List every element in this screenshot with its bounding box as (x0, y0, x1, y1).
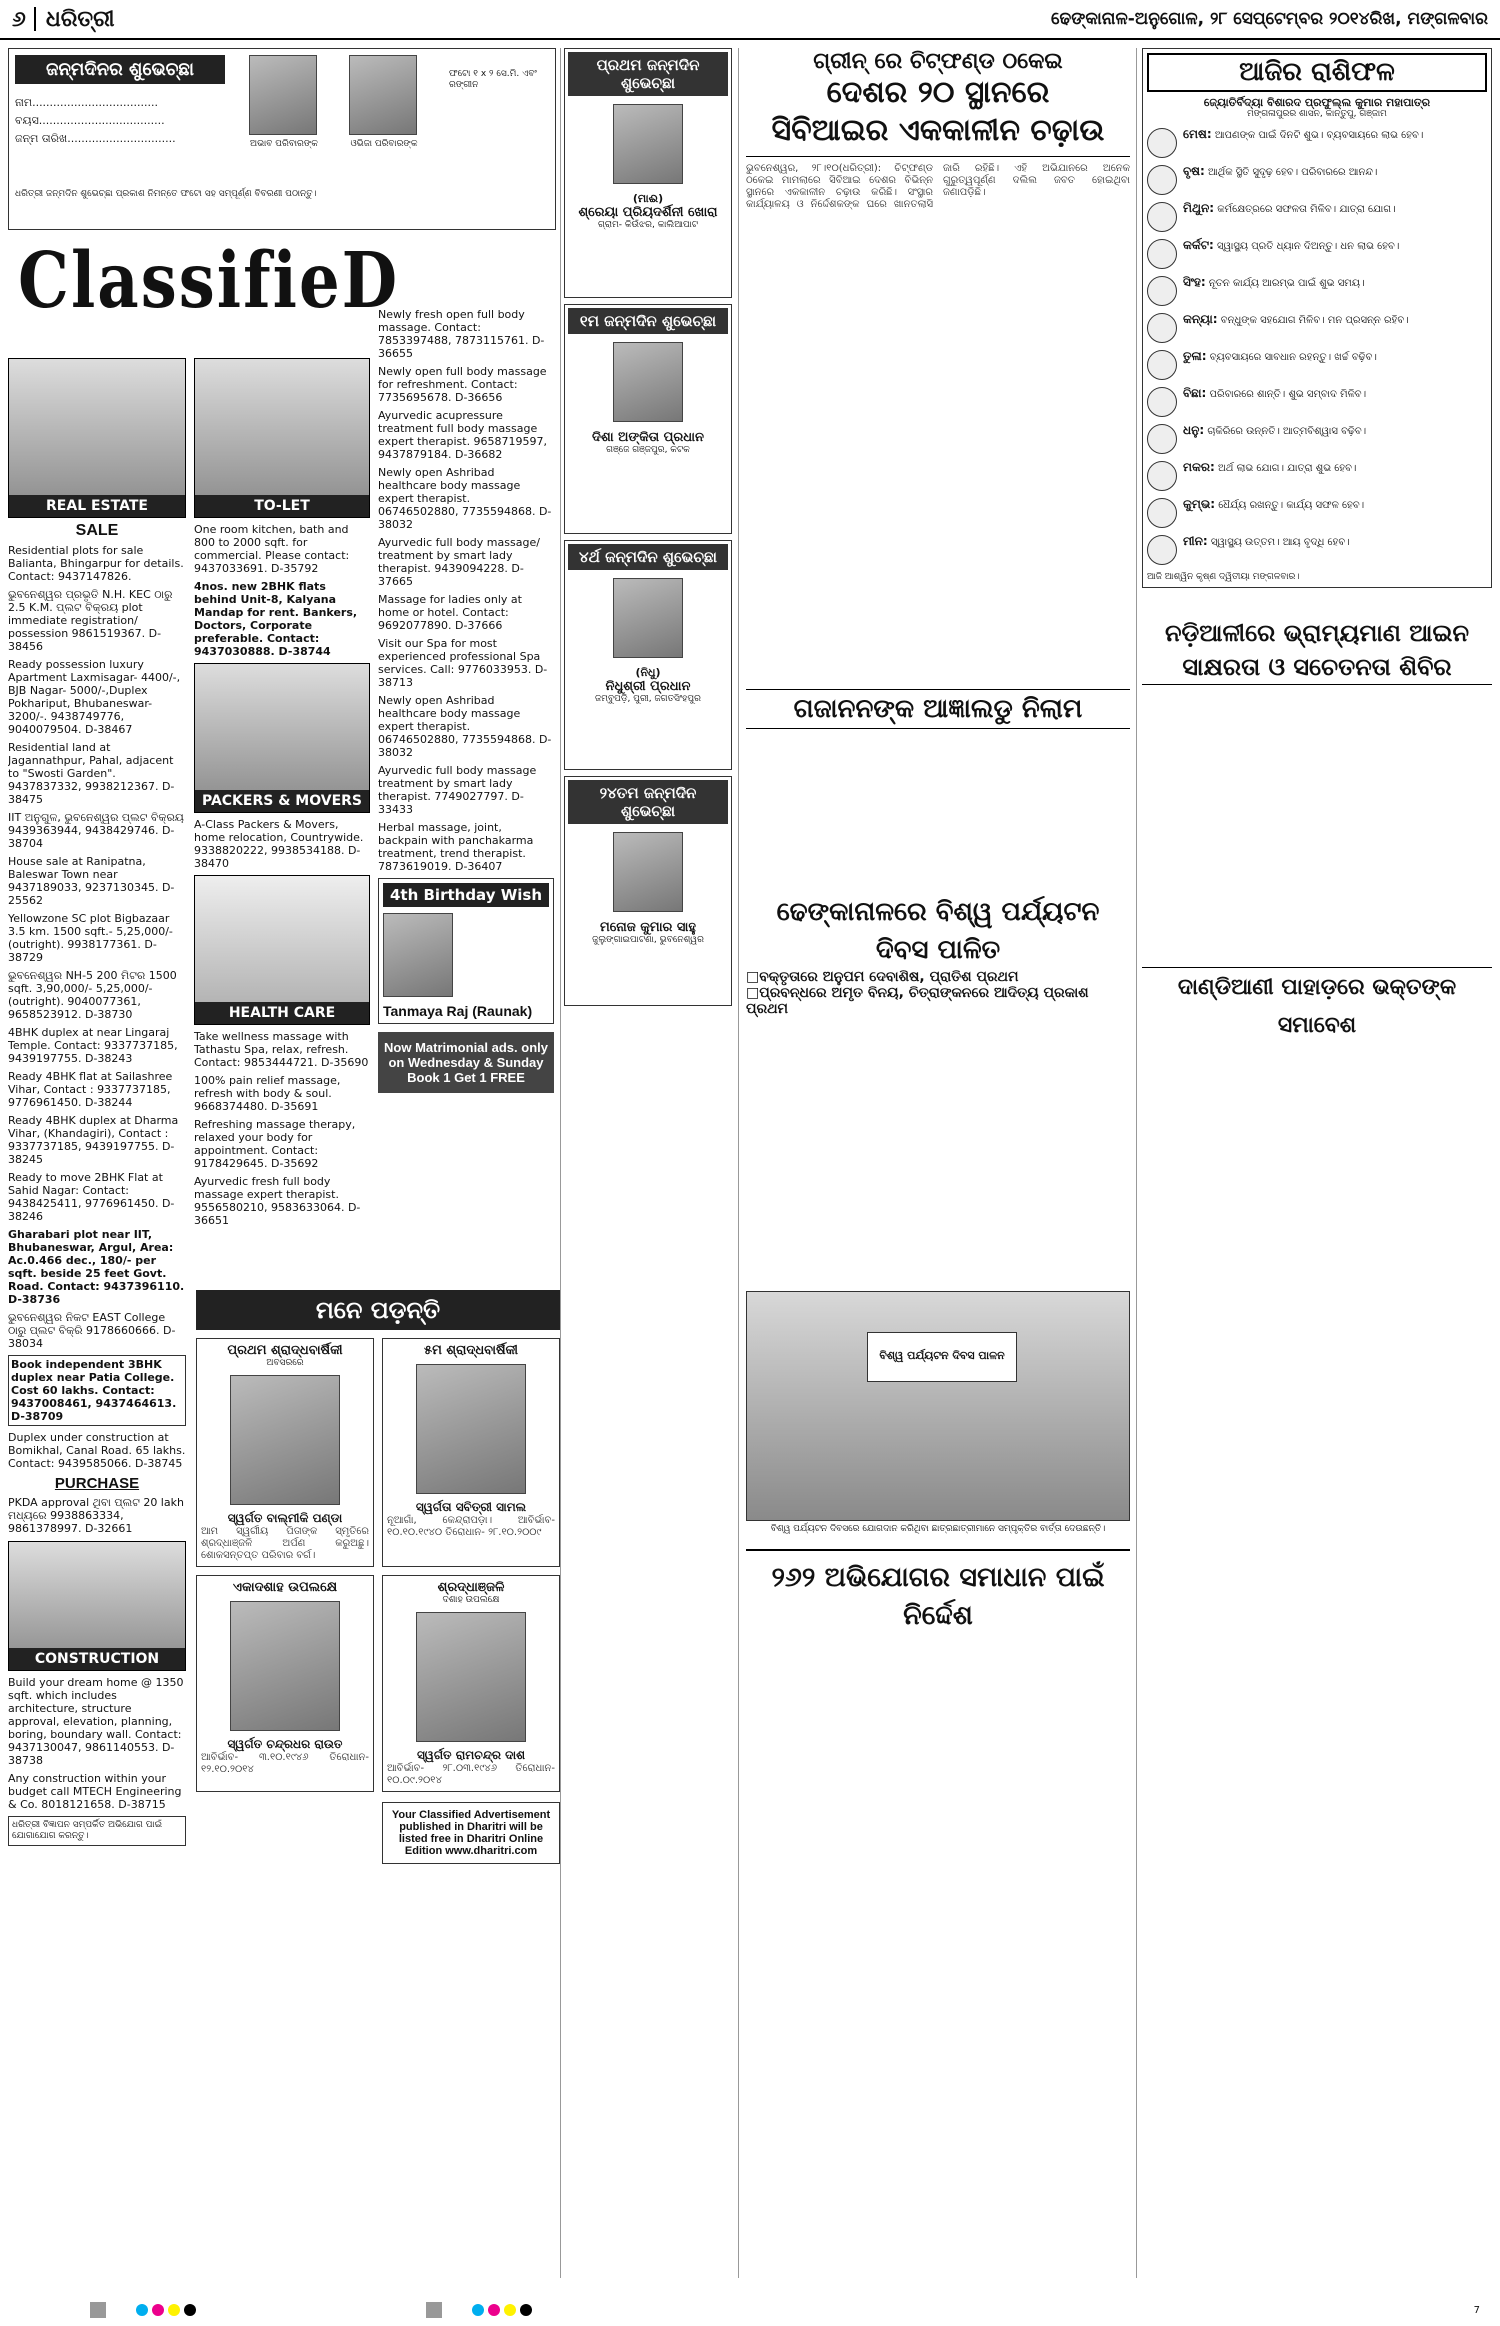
wish-place: ଜମ୍ବୁପଡ଼ି, ପୁରୀ, ଜଗତସିଂହପୁର (595, 694, 701, 704)
rashi-name: କର୍କଟ: (1183, 238, 1214, 252)
packers-label: PACKERS & MOVERS (195, 790, 369, 812)
memorial-row (196, 1338, 560, 1567)
article-tourism-body (746, 1021, 1130, 1291)
list-item: Gharabari plot near IIT, Bhubaneswar, Argul, Area: Ac.0.466 dec., 180/- per sqft. beside 25 feet Govt. Road. Contact: 9437396110. D-38736 (8, 1228, 185, 1306)
memorial-sub: ଦଶାହ ଉପଲକ୍ଷେ (442, 1595, 500, 1605)
cmyk-dots (472, 2304, 532, 2316)
zodiac-icon (1147, 313, 1177, 343)
subhead-essay: □ପ୍ରବନ୍ଧରେ ଅମୃତ ବିନୟ, ଚିତ୍ରାଙ୍କନରେ ଆଦିତ୍ୟ ପ୍ରକାଶ ପ୍ରଥମ (746, 985, 1089, 1017)
list-item: House sale at Ranipatna, Baleswar Town near 9437189033, 9237130345. D-25562 (8, 855, 175, 907)
list-item: Ayurvedic acupressure treatment full body massage expert therapist. 9658719597, 9437879184. D-36682 (378, 409, 548, 461)
list-item: Newly fresh open full body massage. Contact: 7853397488, 7873115761. D-36655 (378, 308, 545, 360)
wish-place: ଜୁଲୁଙ୍ଗାଇପାଟଣା, ଭୁବନେଶ୍ୱର (592, 935, 704, 945)
wish-photo (613, 578, 683, 658)
classified-logo: ClassifieD (18, 236, 400, 326)
zodiac-icon (1147, 128, 1177, 158)
cyan-dot (472, 2304, 484, 2316)
sale-heading: SALE (75, 522, 119, 539)
memorial-row (196, 1575, 560, 1792)
photo-banner: ବିଶ୍ୱ ପର୍ଯ୍ୟଟନ ଦିବସ ପାଳନ (867, 1332, 1017, 1382)
list-item: PKDA approval ଥିବା ପ୍ଲଟ 20 lakh ମଧ୍ୟରେ 9938863334, 9861378997. D-32661 (8, 1496, 184, 1535)
subhead-speech: □ବକ୍ତୃତାରେ ଅନୁପମ ଦେବାଶିଷ, ପ୍ରାତିଶ ପ୍ରଥମ (746, 969, 1019, 985)
health-care-label: HEALTH CARE (195, 1002, 369, 1024)
magenta-dot (152, 2304, 164, 2316)
list-item: 4BHK duplex at near Lingaraj Temple. Contact: 9337737185, 9439197755. D-38243 (8, 1026, 178, 1065)
rashi-name: ମୀନ: (1183, 534, 1208, 548)
rashi-prediction: ଚାକିରିରେ ଉନ୍ନତି। ଆତ୍ମବିଶ୍ୱାସ ବଢ଼ିବ। (1207, 426, 1367, 437)
wishes-column (564, 48, 732, 2278)
memorial-card (382, 1575, 560, 1792)
to-let-label: TO-LET (195, 495, 369, 517)
rashi-item (1147, 424, 1487, 454)
rashi-name: ମିଥୁନ: (1183, 201, 1215, 215)
headline-cbi-line2: ଦେଶର ୨୦ ସ୍ଥାନରେ (826, 75, 1050, 110)
health-care-image (194, 875, 370, 1025)
dateline: ଢେଙ୍କାନାଳ-ଅନୁଗୋଳ, ୨୮ ସେପ୍ଟେମ୍ବର ୨୦୧୪ରିଖ, ମଙ୍ଗଳବାର (1051, 9, 1488, 29)
wish-card (564, 776, 732, 1006)
sample-photo-1 (249, 55, 317, 135)
rashi-item (1147, 276, 1487, 306)
footer-page-number: 7 (1473, 2304, 1480, 2316)
list-item: Residential plots for sale Balianta, Bhingarpur for details. Contact: 9437147826. (8, 544, 184, 583)
black-dot (520, 2304, 532, 2316)
rashi-prediction: ସ୍ୱାସ୍ଥ୍ୟ ପ୍ରତି ଧ୍ୟାନ ଦିଅନ୍ତୁ। ଧନ ଲାଭ ହେବ। (1217, 241, 1400, 252)
cyan-dot (136, 2304, 148, 2316)
rashifal-list (1147, 128, 1487, 565)
memorial-card (196, 1575, 374, 1792)
memorial-name: ସ୍ୱର୍ଗତ ରାମଚନ୍ଦ୍ର ଦାଶ (416, 1748, 526, 1762)
list-item: ଭୁବନେଶ୍ୱର ପ୍ରଭୃତି N.H. KEC ଠାରୁ 2.5 K.M. ପ୍ଲଟ ବିକ୍ରୟ plot immediate registration/ possession 9861519367. D-38456 (8, 588, 173, 653)
rashi-text (1183, 387, 1366, 417)
rashi-text (1183, 461, 1356, 491)
birthday-wish-4th-title: 4th Birthday Wish (383, 883, 549, 907)
rashi-name: କନ୍ୟା: (1183, 312, 1218, 326)
list-item: Ready to move 2BHK Flat at Sahid Nagar: Contact: 9438425411, 9776961450. D-38246 (8, 1171, 175, 1223)
rashi-item (1147, 313, 1487, 343)
article-body: ଭୁବନେଶ୍ୱର, ୨୮।୧୦(ଧରିତ୍ରୀ): ଚିଟ୍‌ଫଣ୍ଡ ଠକେଇ ମାମଲାରେ ସିବିଆଇ ଦେଶର ବିଭିନ୍ନ ସ୍ଥାନରେ ଏକକାଳୀନ ଚଢ଼ାଉ କରିଛି। ସଂସ୍ଥାର କାର୍ଯ୍ୟାଳୟ ଓ ନିର୍ଦ୍ଦେଶକଙ୍କ ଘରେ ଖାନତଲାସି ଜାରି ରହିଛି। ଏହି ଅଭିଯାନରେ ଅନେକ ଗୁରୁତ୍ୱପୂର୍ଣ୍ଣ ଦଲିଲ ଜବତ ହୋଇଥିବା ଜଣାପଡ଼ିଛି। (746, 163, 1130, 210)
memorial-label: ଏକାଦଶାହ ଉପଲକ୍ଷେ (232, 1580, 338, 1595)
purchase-heading: PURCHASE (54, 1475, 140, 1492)
rashi-name: ଧନୁ: (1183, 423, 1205, 437)
birthday-form-box (8, 48, 556, 230)
rashi-prediction: ଅର୍ଥ ଲାଭ ଯୋଗ। ଯାତ୍ରା ଶୁଭ ହେବ। (1217, 463, 1357, 474)
memorial-card (382, 1338, 560, 1567)
rashi-name: ବୃଷ: (1183, 164, 1205, 178)
rashi-item (1147, 461, 1487, 491)
list-item: Herbal massage, joint, backpain with panchakarma treatment, trend therapist. 7873619019. D-36407 (378, 821, 534, 873)
rashi-prediction: ବ୍ୟବସାୟରେ ସାବଧାନ ରହନ୍ତୁ। ଖର୍ଚ୍ଚ ବଢ଼ିବ। (1209, 352, 1377, 363)
memorial-section (196, 1290, 560, 2230)
birthday-wish-4th (378, 878, 554, 1024)
headline-cbi-line1: ଗ୍ରୀନ୍ ରେ ଚିଟ୍‌ଫଣ୍ଡ ଠକେଇ (813, 48, 1063, 74)
divider (560, 48, 561, 2278)
rashi-text (1183, 350, 1377, 380)
rashi-prediction: ଆପଣଙ୍କ ପାଇଁ ଦିନଟି ଶୁଭ। ବ୍ୟବସାୟରେ ଲାଭ ହେବ। (1214, 130, 1424, 141)
zodiac-icon (1147, 424, 1177, 454)
wish-name: ଦିଶା ଅଙ୍କିତା ପ୍ରଧାନ (592, 430, 704, 445)
field-dob: ଜନ୍ମ ତାରିଖ............................... (15, 132, 176, 145)
classified-col-b (194, 358, 370, 1232)
rashi-name: କୁମ୍ଭ: (1183, 497, 1216, 511)
memorial-label: ୫ମ ଶ୍ରାଦ୍ଧବାର୍ଷିକୀ (424, 1343, 518, 1358)
list-item: Duplex under construction at Bomikhal, Canal Road. 65 lakhs. Contact: 9439585066. D-38745 (8, 1431, 186, 1470)
birthday-form-title: ଜନ୍ମଦିନର ଶୁଭେଚ୍ଛା (15, 55, 225, 84)
rashi-text (1183, 276, 1364, 306)
list-item: Take wellness massage with Tathastu Spa, relax, refresh. Contact: 9853444721. D-35690 (194, 1030, 369, 1069)
list-item: Massage for ladies only at home or hotel. Contact: 9692077890. D-37666 (378, 593, 522, 632)
memorial-name: ସ୍ୱର୍ଗତ ଚନ୍ଦ୍ରଧର ରାଉତ (227, 1737, 343, 1751)
real-estate-label: REAL ESTATE (9, 495, 185, 517)
matrimonial-promo: Now Matrimonial ads. only on Wednesday & Sunday Book 1 Get 1 FREE (378, 1032, 554, 1093)
registration-mark (426, 2302, 442, 2318)
memorial-name: ସ୍ୱର୍ଗତା ସବିତ୍ରୀ ସାମଲ (415, 1500, 527, 1514)
rashi-text (1183, 313, 1409, 343)
headline-legal-camp-2: ସାକ୍ଷରତା ଓ ସଚେତନତା ଶିବିର (1142, 650, 1492, 685)
construction-label: CONSTRUCTION (9, 1648, 185, 1670)
zodiac-icon (1147, 387, 1177, 417)
online-edition-promo: Your Classified Advertisement published in Dharitri will be listed free in Dharitri Online Edition www.dharitri.com (382, 1802, 560, 1864)
headline-cbi-line3: ସିବିଆଇର ଏକକାଳୀନ ଚଢ଼ାଉ (746, 112, 1130, 157)
page-number: ୬ (12, 6, 26, 32)
rashi-prediction: କର୍ମକ୍ଷେତ୍ରରେ ସଫଳତା ମିଳିବ। ଯାତ୍ରା ଯୋଗ। (1217, 204, 1396, 215)
wish-place: ଗ୍ରାମ- କିଉଁଝର, କାଲିଆପାଟ (598, 220, 698, 230)
list-item: Visit our Spa for most experienced professional Spa services. Call: 9776033953. D-38713 (378, 637, 548, 689)
rashi-prediction: ସ୍ୱାସ୍ଥ୍ୟ ଉତ୍ତମ। ଆୟ ବୃଦ୍ଧି ହେବ। (1210, 537, 1350, 548)
article-devotees-body (1142, 1050, 1492, 1160)
zodiac-icon (1147, 498, 1177, 528)
wish-place: ଗଞ୍ଜେ ଗଞ୍ଜପୁର, କଟକ (606, 445, 690, 455)
memorial-photo (230, 1601, 340, 1731)
headline-tourism-day: ଢେଙ୍କାନାଳରେ ବିଶ୍ୱ ପର୍ଯ୍ୟଟନ ଦିବସ ପାଳିତ (776, 897, 1100, 965)
zodiac-icon (1147, 202, 1177, 232)
child-photo (383, 913, 453, 997)
rashi-name: ସିଂହ: (1183, 275, 1206, 289)
list-item: Ready possession luxury Apartment Laxmisagar- 4400/-, BJB Nagar- 5000/-,Duplex Pokhariput, Bhubaneswar- 3200/-. 9438749776, 9040079504. D-38467 (8, 658, 181, 736)
memorial-desc: ଆବିର୍ଭାବ- ୩.୧୦.୧୯୪୬ ତିରୋଧାନ- ୧୨.୧୦.୨୦୧୪ (201, 1752, 369, 1775)
list-item: 100% pain relief massage, refresh with body & soul. 9668374480. D-35691 (194, 1074, 341, 1113)
wish-card (564, 304, 732, 534)
wish-name: ମନୋଜ କୁମାର ସାହୁ (600, 920, 696, 935)
article-cbi-body (746, 163, 1130, 683)
news-column (746, 48, 1130, 2278)
list-item: Yellowzone SC plot Bigbazaar 3.5 km. 1500 sqft.- 5,25,000/- (outright). 9938177361. D-38729 (8, 912, 173, 964)
wish-title: ୨୪ତମ ଜନ୍ମଦିନ ଶୁଭେଚ୍ଛା (568, 780, 728, 824)
zodiac-icon (1147, 350, 1177, 380)
page-footer (0, 2294, 1500, 2326)
list-item: Residential land at Jagannathpur, Pahal, adjacent to "Swosti Garden". 9437837332, 9938212367. D-38475 (8, 741, 175, 806)
zodiac-icon (1147, 461, 1177, 491)
cmyk-dots (136, 2304, 196, 2316)
article-laddu-body (746, 735, 1130, 885)
rashi-prediction: ପରିବାରରେ ଶାନ୍ତି। ଶୁଭ ସମ୍ବାଦ ମିଳିବ। (1209, 389, 1367, 400)
packers-image (194, 663, 370, 813)
list-item: ଭୁବନେଶ୍ୱର ନିକଟ EAST College ଠାରୁ ପ୍ଲଟ ବିକ୍ରି 9178660666. D-38034 (8, 1311, 176, 1350)
tourism-photo (746, 1291, 1130, 1521)
wish-nick: (ମାଈ) (632, 192, 664, 205)
list-item: Newly open full body massage for refreshment. Contact: 7735695678. D-36656 (378, 365, 547, 404)
list-item: Newly open Ashribad healthcare body massage expert therapist. 06746502880, 7735594868. D-38032 (378, 694, 552, 759)
list-item: Ready 4BHK flat at Sailashree Vihar, Contact : 9337737185, 9776961450. D-38244 (8, 1070, 173, 1109)
wish-name: ଶ୍ରେୟା ପ୍ରିୟଦର୍ଶିନୀ ଖୋରା (578, 205, 718, 220)
wish-title: ୪ର୍ଥ ଜନ୍ମଦିନ ଶୁଭେଚ୍ଛା (568, 544, 728, 570)
wish-photo (613, 104, 683, 184)
list-item: 4nos. new 2BHK flats behind Unit-8, Kalyana Mandap for rent. Bankers, Doctors, Corporate preferable. Contact: 9437030888. D-38744 (194, 580, 358, 658)
memorial-photo (416, 1612, 526, 1742)
rashi-item (1147, 239, 1487, 269)
rashi-item (1147, 165, 1487, 195)
rashi-prediction: ଆର୍ଥିକ ସ୍ଥିତି ସୁଦୃଢ଼ ହେବ। ପରିବାରରେ ଆନନ୍ଦ। (1208, 167, 1378, 178)
headline-devotees: ଦାଣ୍ଡିଆଣୀ ପାହାଡ଼ରେ ଭକ୍ତଙ୍କ ସମାବେଶ (1142, 967, 1492, 1044)
wish-name: ନିଧୁଶ୍ରୀ ପ୍ରଧାନ (605, 679, 691, 694)
rashi-name: ମକର: (1183, 460, 1215, 474)
rashi-text (1183, 424, 1366, 454)
birthday-form-note: ଧରିତ୍ରୀ ଜନ୍ମଦିନ ଶୁଭେଚ୍ଛା ପ୍ରକାଶ ନିମନ୍ତେ ଫଟୋ ସହ ସମ୍ପୂର୍ଣ୍ଣ ବିବରଣୀ ପଠାନ୍ତୁ। (15, 189, 317, 199)
rashi-item (1147, 202, 1487, 232)
zodiac-icon (1147, 276, 1177, 306)
wish-card (564, 540, 732, 770)
rashifal-box (1142, 48, 1492, 588)
rashi-text (1183, 165, 1377, 195)
list-item: Refreshing massage therapy, relaxed your body for appointment. Contact: 9178429645. D-35692 (194, 1118, 356, 1170)
wish-title: ପ୍ରଥମ ଜନ୍ମଦିନ ଶୁଭେଚ୍ଛା (568, 52, 728, 96)
article-legal-camp-body (1142, 691, 1492, 961)
memorial-label: ଶ୍ରଦ୍ଧାଞ୍ଜଳି (437, 1580, 505, 1595)
rashi-item (1147, 128, 1487, 158)
memorial-label: ପ୍ରଥମ ଶ୍ରାଦ୍ଧବାର୍ଷିକୀ (227, 1343, 343, 1358)
classified-footer-note: ଧରିତ୍ରୀ ବିଜ୍ଞାପନ ସମ୍ପର୍କିତ ଅଭିଯୋଗ ପାଇଁ ଯୋଗାଯୋଗ କରନ୍ତୁ। (8, 1816, 186, 1846)
yellow-dot (168, 2304, 180, 2316)
list-item: A-Class Packers & Movers, home relocation, Countrywide. 9338820222, 9938534188. D-38470 (194, 818, 364, 870)
headline-grievances: ୨୬୨ ଅଭିଯୋଗର ସମାଧାନ ପାଇଁ ନିର୍ଦ୍ଦେଶ (746, 1549, 1130, 1635)
divider (34, 7, 36, 31)
list-item: Ready 4BHK duplex at Dharma Vihar, (Khandagiri), Contact : 9337737185, 9439197755. D-38245 (8, 1114, 179, 1166)
zodiac-icon (1147, 165, 1177, 195)
rashi-name: ତୁଳା: (1183, 349, 1207, 363)
to-let-image (194, 358, 370, 518)
rashifal-footnote: ଆଜି ଆଶ୍ୱିନ କୃଷ୍ଣ ଦ୍ୱିତୀୟା ମଙ୍ଗଳବାର। (1147, 572, 1300, 582)
list-item: IIT ଅନୁଗୁଳ, ଭୁବନେଶ୍ୱର ପ୍ଲଟ ବିକ୍ରୟ 9439363944, 9438429746. D-38704 (8, 811, 184, 850)
rashi-prediction: ନୂତନ କାର୍ଯ୍ୟ ଆରମ୍ଭ ପାଇଁ ଶୁଭ ସମୟ। (1208, 278, 1365, 289)
rashi-text (1183, 239, 1399, 269)
memorial-sub: ଅବସରରେ (266, 1358, 304, 1368)
wish-photo (613, 342, 683, 422)
classified-col-c (378, 308, 554, 1093)
memorial-photo (416, 1364, 526, 1494)
rashi-text (1183, 202, 1396, 232)
rashifal-column (1142, 48, 1492, 2278)
memorial-desc: ନୂଆଗାଁ, କେନ୍ଦ୍ରାପଡ଼ା। ଆବିର୍ଭାବ- ୧୦.୧୦.୧୯୪୦ ତିରୋଧାନ- ୨୮.୧୦.୨୦୦୯ (387, 1515, 555, 1538)
black-dot (184, 2304, 196, 2316)
rashi-text (1183, 498, 1364, 528)
list-item: Any construction within your budget call MTECH Engineering & Co. 8018121658. D-38715 (8, 1772, 182, 1811)
field-name: ନାମ.................................... (15, 96, 158, 109)
magenta-dot (488, 2304, 500, 2316)
page-header (0, 0, 1500, 40)
divider (1136, 48, 1137, 2278)
rashifal-title: ଆଜିର ରାଶିଫଳ (1147, 53, 1487, 92)
rashi-name: ବିଛା: (1183, 386, 1207, 400)
rashi-item (1147, 498, 1487, 528)
headline-legal-camp-1: ନଡ଼ିଆଳୀରେ ଭ୍ରାମ୍ୟମାଣ ଆଇନ (1164, 618, 1470, 647)
classified-col-a (8, 358, 186, 1846)
yellow-dot (504, 2304, 516, 2316)
list-item: Build your dream home @ 1350 sqft. which includes architecture, structure approval, elevation, planning, boring, boundary wall. Contact: 9437130047, 9861140553. D-38738 (8, 1676, 184, 1767)
wish-title: ୧ମ ଜନ୍ମଦିନ ଶୁଭେଚ୍ଛା (568, 308, 728, 334)
rashi-item (1147, 535, 1487, 565)
rashi-prediction: ବନ୍ଧୁଙ୍କ ସହଯୋଗ ମିଳିବ। ମନ ପ୍ରସନ୍ନ ରହିବ। (1220, 315, 1409, 326)
rashi-text (1183, 535, 1350, 565)
rashi-name: ମେଷ: (1183, 127, 1212, 141)
divider (738, 48, 739, 2278)
memorial-name: ସ୍ୱର୍ଗତ ବାଲ୍ମୀକି ପଣ୍ଡା (227, 1511, 343, 1525)
photo-label-1: ଅଭାବ ପରିବାରଙ୍କ (250, 139, 318, 149)
list-item: Ayurvedic fresh full body massage expert therapist. 9556580210, 9583633064. D-36651 (194, 1175, 361, 1227)
list-item: Newly open Ashribad healthcare body massage expert therapist. 06746502880, 7735594868. D-38032 (378, 466, 552, 531)
wish-card (564, 48, 732, 298)
headline-laddu-auction: ଗଜାନନଙ୍କ ଆଜ୍ଞାଲଡୁ ନିଲାମ (746, 689, 1130, 729)
memorial-desc: ଆବିର୍ଭାବ- ୨୮.୦୩.୧୯୪୬ ତିରୋଧାନ- ୧୦.୦୯.୨୦୧୪ (387, 1763, 555, 1786)
field-age: ବୟସ.................................... (15, 114, 165, 127)
memorial-desc: ଆମ ସ୍ୱର୍ଗୀୟ ପିତାଙ୍କ ସ୍ମୃତିରେ ଶ୍ରଦ୍ଧାଞ୍ଜଳି ଅର୍ପଣ କରୁଅଛୁ। ଶୋକସନ୍ତପ୍ତ ପରିବାର ବର୍ଗ। (201, 1526, 369, 1561)
wish-photo (613, 832, 683, 912)
zodiac-icon (1147, 239, 1177, 269)
real-estate-image (8, 358, 186, 518)
zodiac-icon (1147, 535, 1177, 565)
list-item: One room kitchen, bath and 800 to 2000 sqft. for commercial. Please contact: 9437033691. D-35792 (194, 523, 350, 575)
wish-nick: (ନିଧୁ) (635, 666, 661, 679)
rashi-text (1183, 128, 1423, 158)
rashi-item (1147, 350, 1487, 380)
sample-photo-2 (349, 55, 417, 135)
list-item: ଭୁବନେଶ୍ୱର NH-5 200 ମିଟର 1500 sqft. 3,90,000/- 5,25,000/- (outright). 9040077361, 9658523912. D-38730 (8, 969, 177, 1021)
list-item: Ayurvedic full body massage treatment by smart lady therapist. 7749027797. D-33433 (378, 764, 537, 816)
rashifal-author: ଜ୍ୟୋତିର୍ବିଦ୍ୟା ବିଶାରଦ ପ୍ରଫୁଲ୍ଲ କୁମାର ମହାପାତ୍ର (1203, 96, 1431, 109)
construction-image (8, 1541, 186, 1671)
list-item: Book independent 3BHK duplex near Patia College. Cost 60 lakhs. Contact: 9437008461, 9437464613. D-38709 (8, 1355, 186, 1426)
list-item: Ayurvedic full body massage/ treatment by smart lady therapist. 9439094228. D-37665 (378, 536, 540, 588)
memorial-photo (230, 1375, 340, 1505)
birthday-wish-4th-name: Tanmaya Raj (Raunak) (383, 1003, 533, 1019)
photo-size-note: ଫଟୋ ୧ x ୨ ସେ.ମି. ଏବଂ ରଙ୍ଗୀନ (449, 69, 537, 90)
rashi-item (1147, 387, 1487, 417)
rashifal-address: ମଙ୍ଗଳାପୁରର ଶାସନ, କାନ୍ତୁପୁ, ଗଞ୍ଜାମ (1247, 109, 1387, 119)
registration-mark (90, 2302, 106, 2318)
rashi-prediction: ଧୈର୍ଯ୍ୟ ରଖନ୍ତୁ। କାର୍ଯ୍ୟ ସଫଳ ହେବ। (1218, 500, 1365, 511)
newspaper-name: ଧରିତ୍ରୀ (45, 6, 115, 32)
photo-caption: ବିଶ୍ୱ ପର୍ଯ୍ୟଟନ ଦିବସରେ ଯୋଗଦାନ କରିଥିବା ଛାତ୍ରଛାତ୍ରୀମାନେ ସମ୍ପୃକ୍ତିର ବାର୍ତ୍ତା ଦେଉଛନ୍ତି। (770, 1524, 1106, 1534)
article-grievances-body (746, 1641, 1130, 2041)
memorial-title: ମନେ ପଡ଼ନ୍ତି (196, 1290, 560, 1330)
memorial-card (196, 1338, 374, 1567)
photo-label-2: ଓଭିଜା ପରିବାରଙ୍କ (350, 139, 418, 149)
